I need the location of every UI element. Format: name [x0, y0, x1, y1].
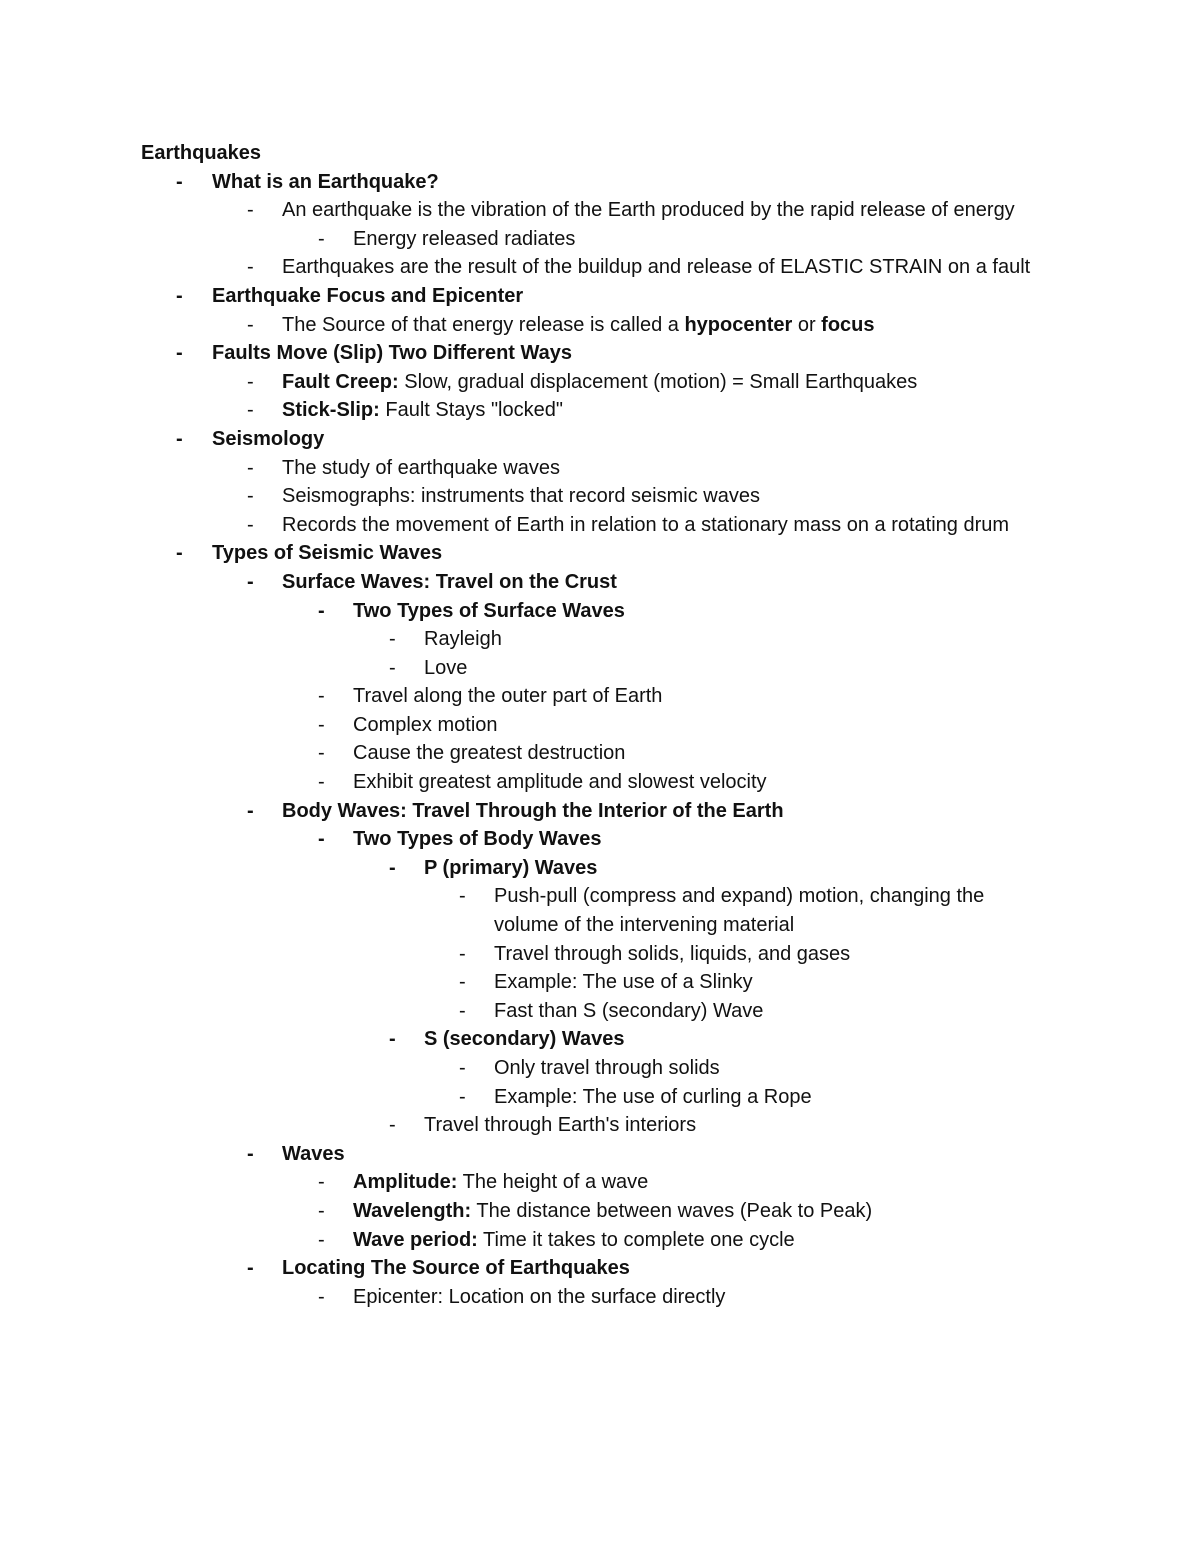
bullet-dash: - [318, 1199, 325, 1222]
list-item: - Example: The use of curling a Rope [141, 1083, 1061, 1112]
list-item: - Rayleigh [141, 625, 1061, 654]
list-item: - Wavelength: The distance between waves (Peak to Peak) [141, 1197, 1061, 1226]
bullet-dash: - [176, 427, 183, 450]
list-item: - Amplitude: The height of a wave [141, 1168, 1061, 1197]
bullet-dash: - [247, 1142, 254, 1165]
list-item: - Travel through Earth's interiors [141, 1111, 1061, 1140]
term-wave-period: Wave period: [353, 1228, 478, 1251]
list-item: - Records the movement of Earth in relation to a stationary mass on a rotating drum [141, 511, 1061, 540]
bullet-dash: - [176, 342, 183, 365]
list-item: - Travel along the outer part of Earth [141, 682, 1061, 711]
bullet-dash: - [247, 799, 254, 822]
bullet-dash: - [247, 485, 254, 508]
list-item: - Energy released radiates [141, 225, 1061, 254]
term-focus: focus [821, 313, 875, 336]
bullet-dash: - [247, 199, 254, 222]
bullet-dash: - [459, 1057, 466, 1079]
document-title: Earthquakes [141, 142, 262, 164]
list-item: - Earthquakes are the result of the buildup and release of ELASTIC STRAIN on a fault [141, 253, 1061, 282]
list-item: - Fast than S (secondary) Wave [141, 997, 1061, 1026]
list-item: - Love [141, 654, 1061, 683]
heading-waves: - Waves [141, 1140, 1061, 1169]
bullet-dash: - [318, 1228, 325, 1251]
list-item: - The study of earthquake waves [141, 454, 1061, 483]
bullet-dash: - [389, 656, 396, 679]
document-page [141, 139, 1061, 1311]
list-item: - Complex motion [141, 711, 1061, 740]
bullet-dash: - [389, 1028, 396, 1051]
bullet-dash: - [459, 885, 466, 908]
bullet-dash: - [247, 399, 254, 422]
heading-types-of-seismic-waves: - Types of Seismic Waves [141, 539, 1061, 568]
bullet-dash: - [247, 370, 254, 393]
list-item: - Epicenter: Location on the surface directly [141, 1283, 1061, 1312]
bullet-dash: - [389, 1114, 396, 1137]
term-wavelength: Wavelength: [353, 1199, 472, 1222]
heading-p-waves: - P (primary) Waves [141, 854, 1061, 883]
list-item: - Example: The use of a Slinky [141, 968, 1061, 997]
list-item: - Travel through solids, liquids, and gases [141, 940, 1061, 969]
bullet-dash: - [176, 170, 183, 193]
bullet-dash: - [459, 1085, 466, 1108]
heading-faults-move: - Faults Move (Slip) Two Different Ways [141, 339, 1061, 368]
bullet-dash: - [247, 1257, 254, 1280]
term-hypocenter: hypocenter [684, 313, 793, 336]
term-fault-creep: Fault Creep: [282, 370, 399, 393]
bullet-dash: - [459, 999, 466, 1022]
list-item: - Only travel through solids [141, 1054, 1061, 1083]
heading-surface-waves: - Surface Waves: Travel on the Crust [141, 568, 1061, 597]
bullet-dash: - [318, 1285, 325, 1308]
term-stick-slip: Stick-Slip: [282, 399, 380, 422]
term-amplitude: Amplitude: [353, 1171, 458, 1194]
heading-body-waves: - Body Waves: Travel Through the Interior of the Earth [141, 797, 1061, 826]
heading-what-is-earthquake: - What is an Earthquake? [141, 168, 1061, 197]
bullet-dash: - [247, 513, 254, 536]
bullet-dash: - [459, 971, 466, 994]
bullet-dash: - [176, 284, 183, 307]
bullet-dash: - [459, 942, 466, 965]
bullet-dash: - [247, 570, 254, 593]
bullet-dash: - [318, 227, 325, 250]
heading-two-types-surface: - Two Types of Surface Waves [141, 597, 1061, 626]
list-item: - Seismographs: instruments that record seismic waves [141, 482, 1061, 511]
list-item: - Wave period: Time it takes to complete one cycle [141, 1226, 1061, 1255]
bullet-dash: - [389, 628, 396, 651]
bullet-dash: - [318, 713, 325, 736]
bullet-dash: - [247, 313, 254, 336]
bullet-dash: - [318, 771, 325, 794]
list-item: - Push-pull (compress and expand) motion, changing the volume of the intervening material [141, 882, 1061, 939]
bullet-dash: - [247, 456, 254, 479]
list-item: - Exhibit greatest amplitude and slowest velocity [141, 768, 1061, 797]
list-item: - The Source of that energy release is called a hypocenter or focus [141, 311, 1061, 340]
list-item: - Cause the greatest destruction [141, 739, 1061, 768]
bullet-dash: - [318, 685, 325, 708]
bullet-dash: - [318, 828, 325, 851]
list-item: - An earthquake is the vibration of the Earth produced by the rapid release of energy [141, 196, 1061, 225]
bullet-dash: - [176, 542, 183, 565]
heading-locating-source: - Locating The Source of Earthquakes [141, 1254, 1061, 1283]
list-item: - Fault Creep: Slow, gradual displacement (motion) = Small Earthquakes [141, 368, 1061, 397]
heading-two-types-body: - Two Types of Body Waves [141, 825, 1061, 854]
heading-seismology: - Seismology [141, 425, 1061, 454]
bullet-dash: - [389, 856, 396, 879]
bullet-dash: - [318, 742, 325, 765]
bullet-dash: - [247, 256, 254, 279]
heading-focus-epicenter: - Earthquake Focus and Epicenter [141, 282, 1061, 311]
bullet-dash: - [318, 599, 325, 622]
heading-s-waves: - S (secondary) Waves [141, 1025, 1061, 1054]
bullet-dash: - [318, 1171, 325, 1194]
list-item: - Stick-Slip: Fault Stays "locked" [141, 396, 1061, 425]
